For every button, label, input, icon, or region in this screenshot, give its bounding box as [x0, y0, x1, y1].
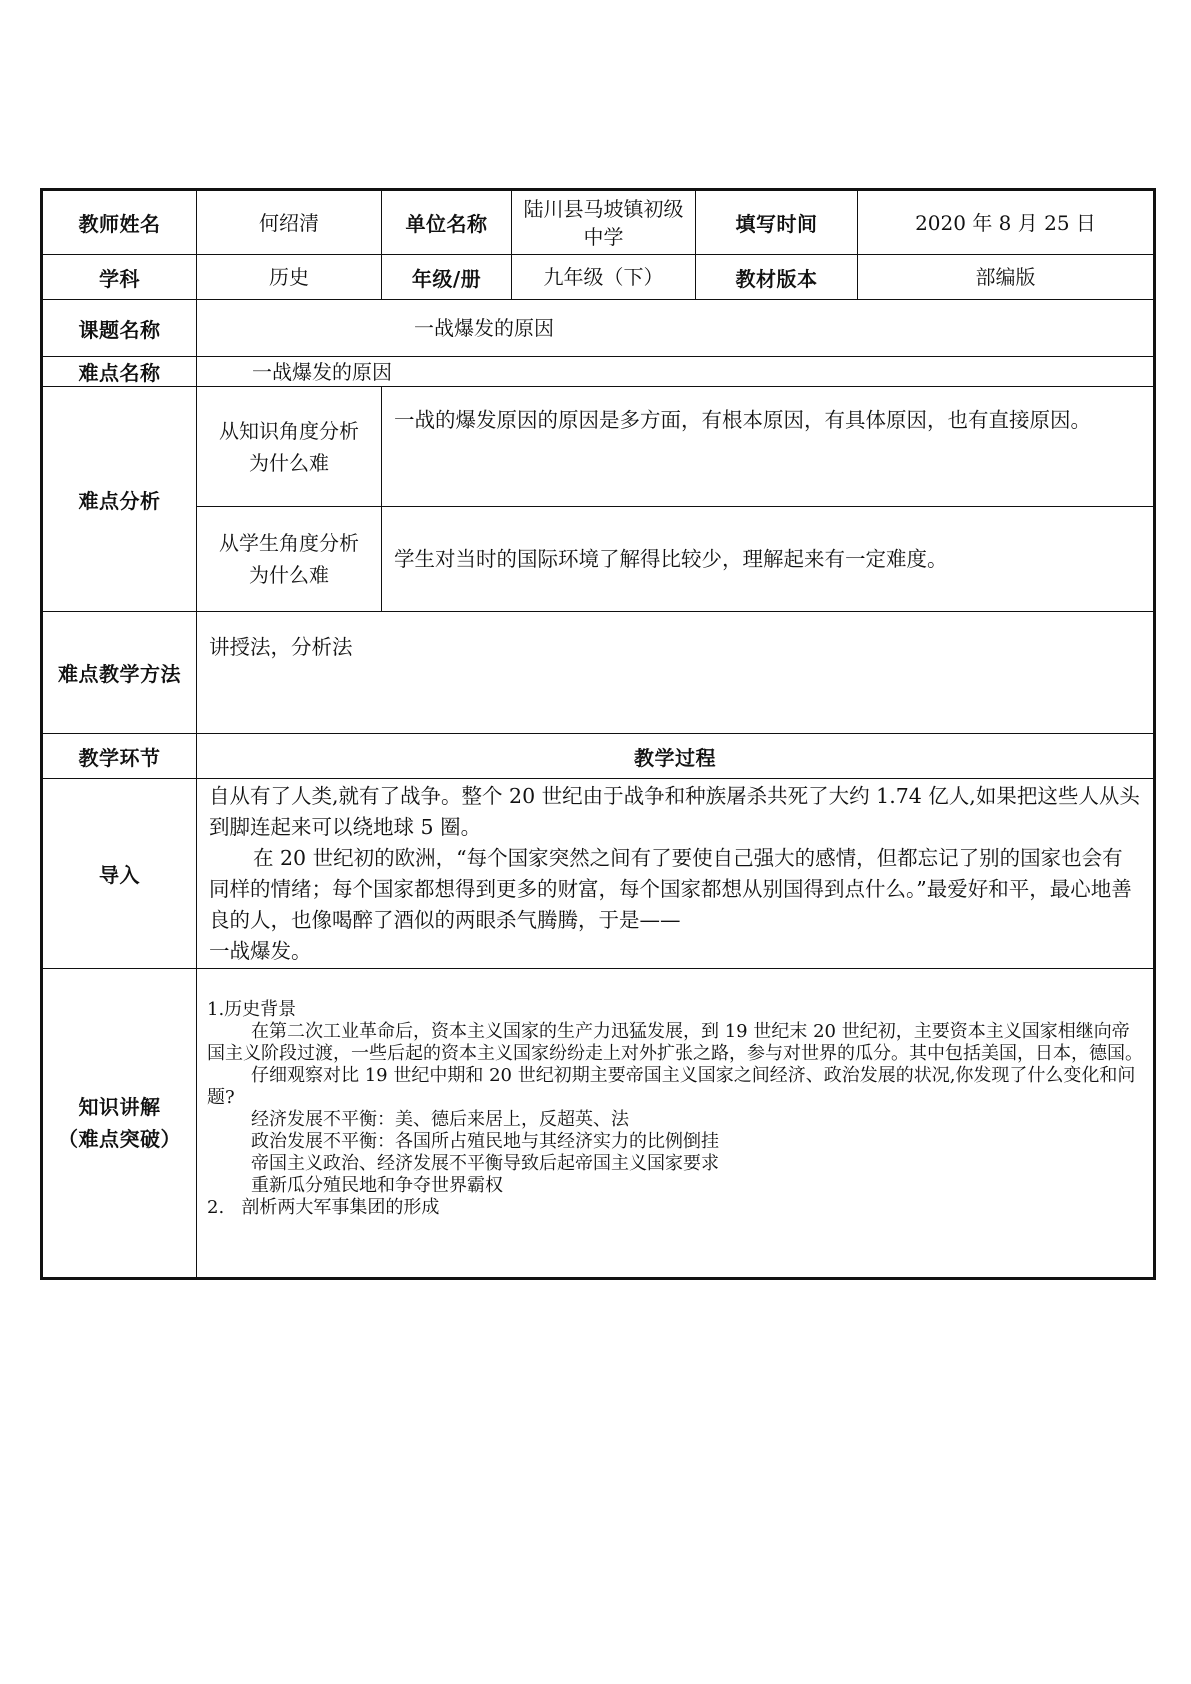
- analysis-row-knowledge: [42, 387, 1155, 507]
- knowledge-list-item-4: 重新瓜分殖民地和争夺世界霸权: [251, 1175, 503, 1196]
- lesson-plan-table: [40, 188, 1156, 1280]
- teaching-process-label: 教学过程: [197, 734, 1155, 779]
- knowledge-paragraph-2: 仔细观察对比 19 世纪中期和 20 世纪初期主要帝国主义国家之间经济、政治发展的状况,你发现了什么变化和问题?: [207, 1065, 1136, 1108]
- knowledge-list-item-2: 政治发展不平衡：各国所占殖民地与其经济实力的比例倒挂: [251, 1131, 719, 1152]
- method-label: 难点教学方法: [42, 612, 197, 734]
- edition-value: 部编版: [858, 255, 1155, 300]
- fill-date-label: 填写时间: [696, 190, 858, 255]
- fill-date-value: 2020 年 8 月 25 日: [858, 190, 1155, 255]
- knowledge-row: [42, 969, 1155, 1279]
- analysis-row-student: [42, 507, 1155, 612]
- analysis-label: 难点分析: [42, 387, 197, 612]
- lesson-plan-document: [40, 188, 1153, 1280]
- process-header-row: [42, 734, 1155, 779]
- intro-label: 导入: [42, 779, 197, 969]
- knowledge-list-item-3: 帝国主义政治、经济发展不平衡导致后起帝国主义国家要求: [251, 1153, 719, 1174]
- header-row-2: [42, 255, 1155, 300]
- topic-value: 一战爆发的原因: [197, 300, 1155, 357]
- knowledge-paragraph-1: 在第二次工业革命后，资本主义国家的生产力迅猛发展，到 19 世纪末 20 世纪初，主要资本主义国家相继向帝国主义阶段过渡，一些后起的资本主义国家纷纷走上对外扩张之路，参与对世界的瓜分。其中包括美国，日本，德国。: [207, 1021, 1143, 1064]
- intro-paragraph-1: 自从有了人类,就有了战争。整个 20 世纪由于战争和种族屠杀共死了大约 1.74 亿人,如果把这些人从头到脚连起来可以绕地球 5 圈。: [209, 784, 1140, 839]
- topic-row: [42, 300, 1155, 357]
- subject-label: 学科: [42, 255, 197, 300]
- grade-value: 九年级（下）: [512, 255, 696, 300]
- student-angle-text: 学生对当时的国际环境了解得比较少，理解起来有一定难度。: [394, 546, 948, 571]
- difficulty-row: [42, 357, 1155, 387]
- knowledge-label-line-2: （难点突破）: [58, 1127, 181, 1151]
- intro-paragraph-2: 在 20 世纪初的欧洲，“每个国家突然之间有了要使自己强大的感情，但都忘记了别的国家也会有同样的情绪；每个国家都想得到更多的财富，每个国家都想从别国得到点什么。”最爱好和平，最心地善良的人，也像喝醉了酒似的两眼杀气腾腾，于是——: [209, 846, 1132, 932]
- method-value: 讲授法，分析法: [209, 635, 353, 659]
- teaching-stage-label: 教学环节: [42, 734, 197, 779]
- knowledge-angle-label: 从知识角度分析为什么难: [197, 387, 382, 507]
- student-angle-label: 从学生角度分析为什么难: [197, 507, 382, 612]
- method-row: [42, 612, 1155, 734]
- intro-row: [42, 779, 1155, 969]
- grade-label: 年级/册: [382, 255, 512, 300]
- unit-name-value: 陆川县马坡镇初级中学: [512, 190, 696, 255]
- knowledge-angle-text: 一战的爆发原因的原因是多方面，有根本原因，有具体原因，也有直接原因。: [394, 408, 1091, 432]
- header-row-1: [42, 190, 1155, 255]
- teacher-name-label: 教师姓名: [42, 190, 197, 255]
- topic-label: 课题名称: [42, 300, 197, 357]
- subject-value: 历史: [197, 255, 382, 300]
- knowledge-label-line-1: 知识讲解: [78, 1095, 161, 1119]
- knowledge-list-item-1: 经济发展不平衡：美、德后来居上，反超英、法: [251, 1109, 629, 1130]
- difficulty-value: 一战爆发的原因: [197, 357, 1155, 387]
- teacher-name-value: 何绍清: [197, 190, 382, 255]
- difficulty-label: 难点名称: [42, 357, 197, 387]
- intro-paragraph-3: 一战爆发。: [209, 939, 312, 963]
- knowledge-heading-1: 1.历史背景: [207, 999, 297, 1020]
- unit-name-label: 单位名称: [382, 190, 512, 255]
- knowledge-heading-2: 2. 剖析两大军事集团的形成: [207, 1197, 440, 1218]
- edition-label: 教材版本: [696, 255, 858, 300]
